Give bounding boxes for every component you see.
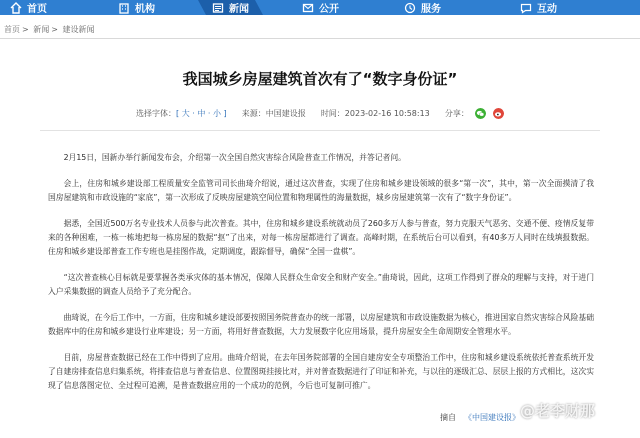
nav-item-service[interactable] [404,0,441,15]
news-icon [212,2,224,14]
article-footer [440,412,520,423]
breadcrumb [4,24,97,35]
nav-item-organization[interactable] [118,0,155,15]
article-paragraph: “这次普查核心目标就是要掌握各类承灾体的基本情况，保障人民群众生命安全和财产安全。”曲琦说，因此，这项工作得到了群众的理解与支持，对于进门入户采集数据的调查人员给予了充分配合。 [48,273,594,296]
nav-label: 服务 [421,4,441,15]
article-paragraph: 会上，住房和城乡建设部工程质量安全监管司司长曲琦介绍说，通过这次普查，实现了住房和城乡建设领域的很多“第一次”，其中，第一次全面摸清了我国房屋建筑和市政设施的“家底”，第一次形成了反映房屋建筑空间位置和物理属性的海量数据，城乡房屋建筑第一次有了“数字身份证”。 [48,179,594,202]
nav-item-news[interactable] [206,0,255,15]
nav-item-public[interactable] [302,0,339,15]
font-size-selector[interactable]: [ 大 · 中 · 小 ] [176,109,227,118]
nav-item-interaction[interactable] [520,0,557,15]
article-time: 时间：2023-02-16 10:58:13 [320,109,430,118]
public-icon [302,2,314,14]
breadcrumb-news-link[interactable]: 新闻 [33,25,50,34]
nav-label: 互动 [537,4,557,15]
article-paragraph: 据悉，全国近500万名专业技术人员参与此次普查。其中，住房和城乡建设系统就动员了260多万人参与普查，努力克服天气恶劣、交通不便、疫情反复带来的各种困难，一栋一栋地把每一栋房屋的数据“抠”了出来，对每一栋房屋都进行了调查。高峰时期，在系统后台可以看到，有40多万人同时在线填报数据。住房和城乡建设部普查工作专班也是挂图作战，定期调度，跟踪督导，确保“全国一盘棋”。 [48,219,594,256]
article-paragraph: 目前，房屋普查数据已经在工作中得到了应用。曲琦介绍说，在去年国务院部署的全国自建房安全专项整治工作中，住房和城乡建设系统依托普查系统开发了自建房排查信息归集系统，将排查信息与普查信息、位置图斑挂接比对，并对普查数据进行了印证和补充，与以往的逐级汇总、层层上报的方式相比，这次实现了信息落图定位、全过程可追溯，是普查数据应用的一个成功的范例，今后也可复制可推广。 [48,353,594,390]
service-icon [404,2,416,14]
nav-label: 首页 [27,4,47,15]
breadcrumb-separator: > [51,25,58,34]
article-body [48,151,594,405]
weibo-icon[interactable] [493,108,504,119]
nav-item-home[interactable] [10,0,47,15]
breadcrumb-separator: > [22,25,29,34]
breadcrumb-section-link[interactable]: 建设新闻 [62,25,95,34]
nav-label: 新闻 [229,4,249,15]
nav-label: 公开 [319,4,339,15]
share-label: 分享： [444,109,469,118]
article-source: 来源：中国建设报 [241,109,306,118]
nav-label: 机构 [135,4,155,15]
font-size-label: 选择字体： [136,109,177,118]
footer-source-link[interactable]: 《中国建设报》 [464,413,520,422]
wechat-icon[interactable] [475,108,486,119]
chat-icon [520,2,532,14]
footer-prefix: 摘自 [440,413,456,422]
article-paragraph: 曲琦说，在今后工作中，一方面，住房和城乡建设部要按照国务院普查办的统一部署，以房屋建筑和市政设施数据为核心，推进国家自然灾害综合风险基础数据库中的住房和城乡建设行业库建设；另一方面，将用好普查数据，大力发展数字化应用场景，提升房屋安全生命周期安全管理水平。 [48,313,594,336]
article-meta [0,108,640,119]
breadcrumb-divider [0,38,640,39]
meta-divider [40,130,600,131]
watermark-text: @老李财那 [520,402,596,420]
article-paragraph: 2月15日，国新办举行新闻发布会，介绍第一次全国自然灾害综合风险普查工作情况，并答记者问。 [63,153,406,162]
home-icon [10,2,22,14]
article-title: 我国城乡房屋建筑首次有了“数字身份证” [182,70,458,88]
top-navigation [0,0,640,15]
breadcrumb-home-link[interactable]: 首页 [4,25,20,34]
building-icon [118,2,130,14]
